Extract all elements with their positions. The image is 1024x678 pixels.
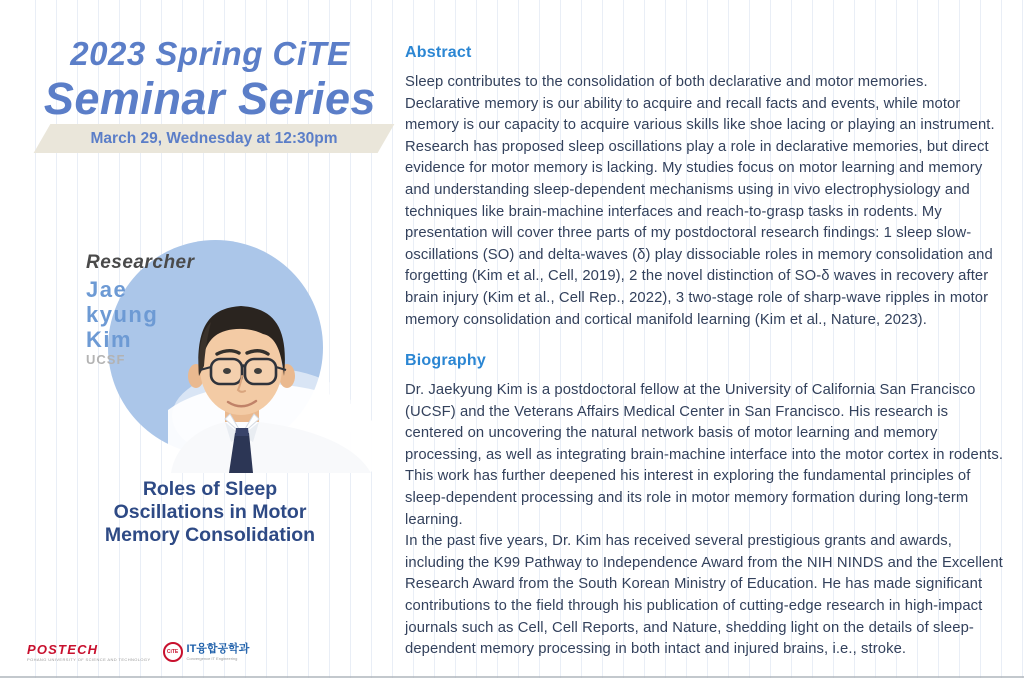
abstract-paragraph: Sleep contributes to the consolidation of both declarative and motor memories. Declarative memory is our ability to acquire and recall facts and events, while motor memory is our capacity to acquire various skills like shoe lacing or playing an instrument. Research has proposed sleep oscillations play a role in declarative memories, but direct evidence for motor memory is lacking. My studies focus on motor learning and memory and understanding sleep-dependent mechanisms using in vivo electrophysiology and techniques like brain-machine interfaces and reach-to-grasp tasks in rodents. My presentation will cover three parts of my postdoctoral research findings: 1 sleep slow-oscillations (SO) and delta-waves (δ) play dissociable roles in memory consolidation and forgetting (Kim et al., Cell, 2019), 2 the novel distinction of SO-δ waves in recovery after brain injury (Kim et al., Cell Rep., 2022), 3 two-stage role of sharp-wave ripples in motor memory consolidation and cortical manifold learning (Kim et al., Nature, 2023). (405, 74, 995, 328)
title-line-season: 2023 Spring CiTE (70, 35, 350, 72)
postech-logo-text: POSTECH (27, 641, 99, 657)
portrait-glasses (211, 359, 242, 384)
talk-title-line: Oscillations in Motor (113, 501, 307, 523)
talk-title-line: Memory Consolidation (104, 524, 316, 546)
footer-logos (27, 640, 249, 664)
department-tagline: Convergence IT Engineering (186, 655, 238, 661)
researcher-name-line: Kim (86, 327, 133, 352)
cite-department-logo (163, 642, 250, 662)
researcher-photo (168, 226, 372, 473)
cite-badge-icon: CiTE (163, 642, 183, 662)
talk-title (20, 478, 400, 547)
date-banner (34, 124, 395, 153)
title-line-series: Seminar Series (43, 72, 377, 124)
abstract-heading: Abstract (405, 44, 472, 61)
date-banner-text: March 29, Wednesday at 12:30pm (90, 130, 338, 147)
postech-logo (27, 643, 151, 662)
researcher-name-line: Jae (86, 277, 128, 302)
abstract-body (405, 72, 1006, 331)
talk-title-line: Roles of Sleep (142, 478, 278, 500)
researcher-label: Researcher (86, 252, 195, 273)
portrait-tie-knot (235, 428, 249, 436)
researcher-name-line: kyung (86, 302, 159, 327)
department-name: IT융합공학과 (186, 642, 250, 655)
biography-paragraph: In the past five years, Dr. Kim has received several prestigious grants and awards, including the K99 Pathway to Independence Award from the NIH NINDS and the Excellent Research Award from the South Korean Ministry of Education. He has made significant contributions to the field through his publication of cutting-edge research in high-impact journals such as Cell, Cell Reports, and Nature, shedding light on the details of sleep-dependent memory processing in both intact and injured brains, i.e., stroke. (405, 533, 1003, 658)
biography-body (405, 380, 1006, 661)
researcher-name (86, 277, 158, 352)
biography-paragraph: Dr. Jaekyung Kim is a postdoctoral fellow at the University of California San Francisco (UCSF) and the Veterans Affairs Medical Center in San Francisco. His research is centered on uncovering the natural network basis of motor learning and memory processing, as well as integrating brain-machine interface into the motor cortex in rodents. This work has further deepened his interest in exploring the fundamental principles of sleep-dependent processing and its role in motor memory formation during long-term learning. (405, 382, 1004, 528)
postech-tagline: POHANG UNIVERSITY OF SCIENCE AND TECHNOLOGY (27, 656, 151, 662)
biography-heading: Biography (405, 352, 486, 369)
researcher-affiliation: UCSF (86, 352, 126, 367)
portrait-glasses (245, 359, 276, 384)
seminar-series-title (15, 36, 405, 124)
